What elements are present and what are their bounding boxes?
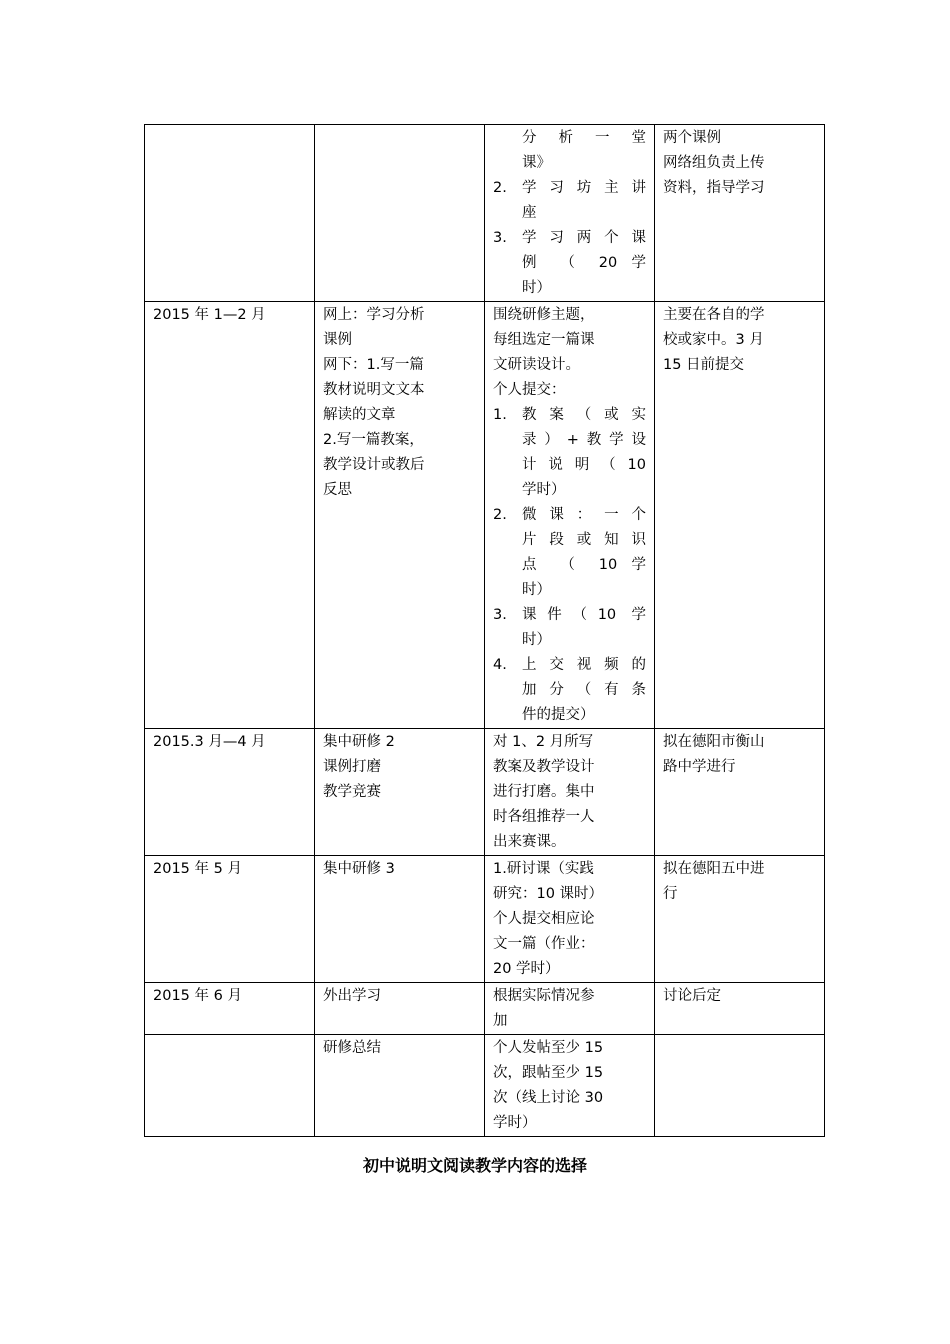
list-item-text: 课件（10 学 — [522, 607, 646, 623]
notes-cell — [655, 856, 825, 983]
content-cell — [315, 125, 485, 302]
list-item-text: 加分（有条 — [522, 682, 646, 698]
content-line: 网下：1.写一篇 — [323, 357, 424, 373]
date-cell — [145, 856, 315, 983]
task-line: 每组选定一篇课 — [493, 332, 595, 348]
task-list-item — [493, 478, 646, 503]
content-line: 教学设计或教后 — [323, 457, 425, 473]
task-list-item — [493, 201, 646, 226]
date-text: 2015 年 5 月 — [153, 861, 242, 877]
note-line: 讨论后定 — [663, 988, 721, 1004]
task-line: 个人提交： — [493, 382, 566, 398]
date-cell — [145, 125, 315, 302]
date-text: 2015 年 1—2 月 — [153, 307, 266, 323]
notes-cell — [655, 983, 825, 1035]
date-cell — [145, 983, 315, 1035]
task-line: 教案及教学设计 — [493, 759, 595, 775]
task-list-item — [493, 276, 646, 301]
list-item-text: 上交视频的 — [522, 657, 646, 673]
task-line: 出来赛课。 — [493, 834, 566, 850]
tasks-cell — [485, 983, 655, 1035]
note-line: 网络组负责上传 — [663, 155, 765, 171]
content-line: 解读的文章 — [323, 407, 396, 423]
study-plan-table — [144, 124, 825, 1137]
list-item-text: 课》 — [522, 155, 551, 171]
content-line: 课例打磨 — [323, 759, 381, 775]
task-line: 时各组推荐一人 — [493, 809, 595, 825]
table-row — [145, 302, 825, 729]
list-item-text: 时） — [522, 582, 551, 598]
tasks-cell — [485, 729, 655, 856]
note-line: 15 日前提交 — [663, 357, 745, 373]
task-list-item — [493, 678, 646, 703]
notes-cell — [655, 729, 825, 856]
notes-cell — [655, 125, 825, 302]
list-number: 4. — [493, 657, 507, 673]
note-line: 拟在德阳五中进 — [663, 861, 765, 877]
task-line: 围绕研修主题， — [493, 307, 595, 323]
date-text: 2015.3 月—4 月 — [153, 734, 266, 750]
content-line: 教学竞赛 — [323, 784, 381, 800]
task-list — [493, 126, 646, 301]
note-line: 路中学进行 — [663, 759, 736, 775]
content-line: 集中研修 2 — [323, 734, 395, 750]
task-list — [493, 403, 646, 728]
task-line: 20 学时） — [493, 961, 560, 977]
task-list-item — [493, 553, 646, 578]
task-list-item — [493, 251, 646, 276]
table-row — [145, 856, 825, 983]
content-cell — [315, 729, 485, 856]
table-body — [145, 125, 825, 1137]
list-item-text: 时） — [522, 632, 551, 648]
content-line: 反思 — [323, 482, 352, 498]
task-list-item — [493, 403, 646, 428]
task-line: 个人发帖至少 15 — [493, 1040, 604, 1056]
task-list-item — [493, 453, 646, 478]
note-line: 拟在德阳市衡山 — [663, 734, 765, 750]
content-line: 外出学习 — [323, 988, 381, 1004]
list-item-text: 时） — [522, 280, 551, 296]
list-number: 1. — [493, 407, 507, 423]
task-list-item — [493, 528, 646, 553]
task-list-item — [493, 603, 646, 628]
list-item-text: 座 — [522, 205, 537, 221]
date-cell — [145, 302, 315, 729]
list-number: 2. — [493, 507, 507, 523]
task-list-item — [493, 226, 646, 251]
list-item-text: 例 （ 20 学 — [522, 255, 646, 271]
notes-cell — [655, 1035, 825, 1137]
note-line: 校或家中。3 月 — [663, 332, 764, 348]
note-line: 两个课例 — [663, 130, 721, 146]
task-line: 根据实际情况参 — [493, 988, 595, 1004]
task-list-item — [493, 503, 646, 528]
task-list-item — [493, 176, 646, 201]
task-line: 次（线上讨论 30 — [493, 1090, 604, 1106]
table-row — [145, 983, 825, 1035]
list-number: 3. — [493, 607, 507, 623]
content-cell — [315, 983, 485, 1035]
task-list-item — [493, 578, 646, 603]
date-text: 2015 年 6 月 — [153, 988, 242, 1004]
task-line: 文一篇（作业： — [493, 936, 595, 952]
notes-cell — [655, 302, 825, 729]
list-item-text: 学习两个课 — [522, 230, 646, 246]
list-item-text: 教案（或实 — [522, 407, 646, 423]
note-line: 资料，指导学习 — [663, 180, 765, 196]
content-line: 2.写一篇教案， — [323, 432, 424, 448]
list-item-text: 片段或知识 — [522, 532, 646, 548]
task-list-item — [493, 151, 646, 176]
list-item-text: 学习坊主讲 — [522, 180, 646, 196]
list-number: 2. — [493, 180, 507, 196]
list-item-text: 录）+教学设 — [522, 432, 646, 448]
tasks-cell — [485, 856, 655, 983]
tasks-cell — [485, 125, 655, 302]
task-line: 次，跟帖至少 15 — [493, 1065, 604, 1081]
task-line: 个人提交相应论 — [493, 911, 595, 927]
task-line: 文研读设计。 — [493, 357, 580, 373]
table-row — [145, 1035, 825, 1137]
content-cell — [315, 302, 485, 729]
list-item-text: 计说明（10 — [522, 457, 646, 473]
list-item-text: 件的提交） — [522, 707, 595, 723]
list-item-text: 微课：一个 — [522, 507, 646, 523]
content-cell — [315, 1035, 485, 1137]
content-line: 教材说明文文本 — [323, 382, 425, 398]
task-line: 对 1、2 月所写 — [493, 734, 594, 750]
list-item-text: 学时） — [522, 482, 566, 498]
content-line: 课例 — [323, 332, 352, 348]
list-number: 3. — [493, 230, 507, 246]
list-item-text: 分 析 一 堂 — [522, 130, 646, 146]
task-line: 研究：10 课时） — [493, 886, 604, 902]
task-line: 学时） — [493, 1115, 537, 1131]
content-cell — [315, 856, 485, 983]
note-line: 行 — [663, 886, 678, 902]
tasks-cell — [485, 302, 655, 729]
content-line: 网上：学习分析 — [323, 307, 425, 323]
note-line: 主要在各自的学 — [663, 307, 765, 323]
task-list-item — [493, 653, 646, 678]
date-cell — [145, 1035, 315, 1137]
task-list-item — [493, 428, 646, 453]
task-line: 1.研讨课（实践 — [493, 861, 594, 877]
content-line: 集中研修 3 — [323, 861, 395, 877]
content-line: 研修总结 — [323, 1040, 381, 1056]
table-row — [145, 125, 825, 302]
task-list-item — [493, 703, 646, 728]
date-cell — [145, 729, 315, 856]
task-list-item — [493, 628, 646, 653]
section-heading: 初中说明文阅读教学内容的选择 — [362, 1156, 587, 1175]
task-line: 进行打磨。集中 — [493, 784, 595, 800]
task-list-item — [493, 126, 646, 151]
task-line: 加 — [493, 1013, 508, 1029]
tasks-cell — [485, 1035, 655, 1137]
list-item-text: 点 （ 10 学 — [522, 557, 646, 573]
table-row — [145, 729, 825, 856]
